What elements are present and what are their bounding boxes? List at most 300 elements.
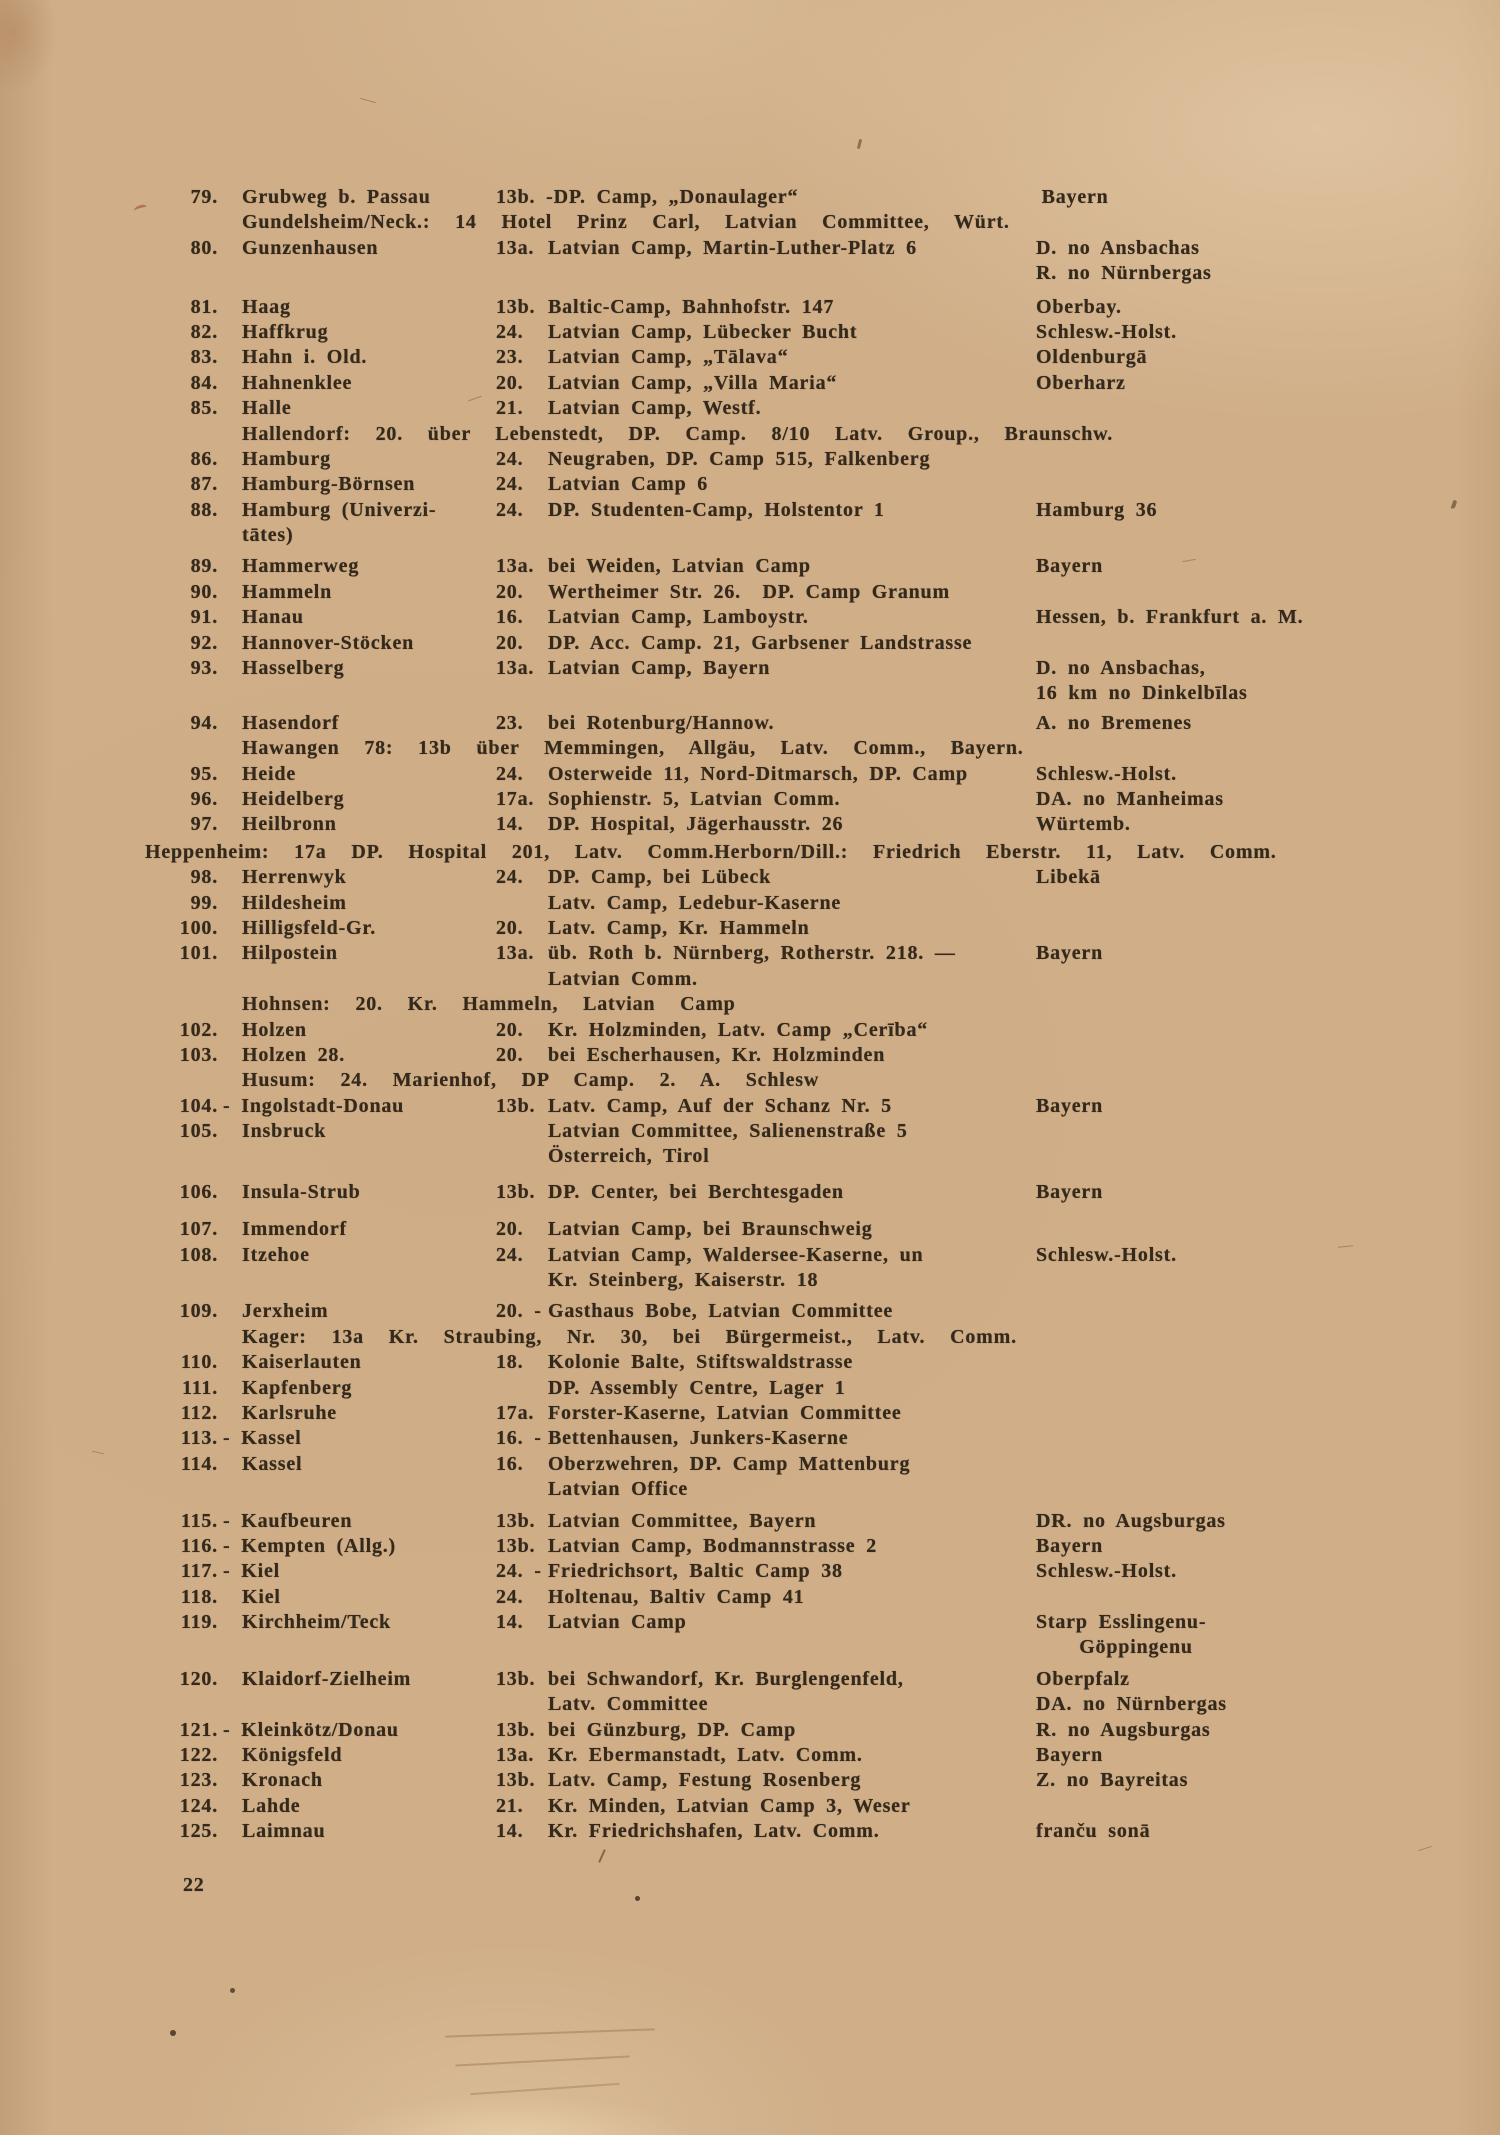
entry-line — [0, 1043, 1500, 1068]
entry-description: DP. Camp, „Donaulager“ — [553, 186, 799, 208]
entry-zone-code: 13b. — [496, 1718, 536, 1741]
entry-number: 94. — [190, 711, 218, 734]
entry-zone-code: 13b. — [496, 1094, 536, 1117]
entry-number: 96. — [190, 787, 218, 810]
entry-region — [1036, 523, 1500, 548]
entry-place: Heidelberg — [242, 787, 345, 810]
entry-description: DP. Acc. Camp. 21, Garbsener Landstrasse — [548, 631, 973, 654]
entry-line — [0, 1718, 1500, 1743]
entry-line — [0, 967, 1500, 992]
entry-place — [218, 967, 490, 992]
entry-description: DP. Camp, bei Lübeck — [548, 866, 772, 889]
entry-region: Starp Esslingenu- — [1036, 1611, 1207, 1634]
entry-number: 100. — [179, 916, 218, 939]
entry-region: Z. no Bayreitas — [1036, 1769, 1189, 1792]
entry-zone-code: 18. — [496, 1351, 524, 1374]
entry-zone-code: 13b. — [496, 1667, 536, 1690]
entry-zone-code: 13a. — [496, 1744, 535, 1767]
entry-zone-code: 16. — [496, 606, 524, 629]
entry-zone-code: 24. — [496, 473, 524, 496]
entry-zone-code: 13a. — [496, 236, 535, 259]
entry-place: Kassel — [242, 1452, 303, 1475]
entry-place: Holzen — [242, 1018, 307, 1041]
entry-zone-code: 20. — [496, 371, 524, 394]
entry-description — [548, 523, 1036, 548]
entry-description: Latv. Committee — [548, 1693, 709, 1716]
entry-zone-code: 20. — [496, 1043, 524, 1066]
entry-place: Hamburg (Univerzi- — [242, 498, 437, 521]
entry-number: 101. — [179, 942, 218, 965]
entry-line — [0, 447, 1500, 472]
entry-place — [218, 1635, 490, 1660]
entry-zone-code: 24. — [496, 762, 524, 785]
entry-zone-code: 23. — [496, 711, 524, 734]
entry-number: 92. — [190, 631, 218, 654]
entry-zone-code — [490, 967, 548, 992]
entry-place — [218, 1268, 490, 1293]
entry-region: Bayern — [1036, 1534, 1104, 1557]
entry-line — [0, 1243, 1500, 1268]
entry-place: Insula-Strub — [242, 1180, 361, 1203]
entry-line — [0, 711, 1500, 736]
entry-region — [1036, 1401, 1500, 1426]
entry-number: 91. — [190, 606, 218, 629]
entry-description: Kolonie Balte, Stiftswaldstrasse — [548, 1351, 854, 1374]
entry-number — [0, 261, 218, 286]
entry-line — [0, 1610, 1500, 1635]
entry-number: 97. — [190, 813, 218, 836]
entry-line — [0, 1094, 1500, 1119]
entry-description: Neugraben, DP. Camp 515, Falkenberg — [548, 447, 931, 470]
entry-zone-code: 13b. — [496, 295, 536, 318]
ink-speck — [170, 2030, 176, 2036]
entry-region — [1036, 1585, 1500, 1610]
entry-number: 98. — [190, 866, 218, 889]
entry-description — [548, 261, 1036, 286]
entry-region: Bayern — [1036, 1744, 1104, 1767]
entry-zone-code: 14. — [496, 813, 524, 836]
entry-description: bei Günzburg, DP. Camp — [548, 1718, 797, 1741]
entry-place: Insbruck — [242, 1120, 327, 1143]
entry-line — [0, 185, 1500, 210]
entry-zone-code: 17a. — [496, 1401, 535, 1424]
entry-place: Holzen 28. — [242, 1043, 345, 1066]
entry-line — [0, 891, 1500, 916]
entry-description — [548, 681, 1036, 706]
entry-region: Oberpfalz — [1036, 1667, 1130, 1690]
entry-region — [1036, 1119, 1500, 1144]
entry-description: Holtenau, Baltiv Camp 41 — [548, 1585, 805, 1608]
entry-description: Latvian Camp, bei Braunschweig — [548, 1218, 873, 1241]
entry-region: DA. no Manheimas — [1036, 787, 1224, 810]
entry-description: Latvian Comm. — [548, 967, 698, 990]
entry-number — [0, 967, 218, 992]
entry-number: 112. — [180, 1401, 218, 1424]
entry-zone-code — [490, 1268, 548, 1293]
entry-number: 114. — [180, 1452, 218, 1475]
entry-place: Kronach — [242, 1769, 323, 1792]
entry-region — [1036, 631, 1500, 656]
entry-zone-code: 20. - — [496, 1300, 542, 1323]
entry-place: - Kempten (Allg.) — [223, 1534, 397, 1557]
entry-description: Friedrichsort, Baltic Camp 38 — [548, 1560, 843, 1583]
entry-zone-code: 24. — [496, 1243, 524, 1266]
entry-number: 84. — [190, 371, 218, 394]
entry-number: 124. — [179, 1794, 218, 1817]
entry-region: Bayern — [1036, 1094, 1104, 1117]
entry-region: DA. no Nürnbergas — [1036, 1693, 1227, 1716]
entry-number: 88. — [190, 498, 218, 521]
entry-zone-code — [490, 1477, 548, 1502]
entry-number: 79. — [190, 186, 218, 208]
entry-line — [0, 631, 1500, 656]
entry-line — [0, 1268, 1500, 1293]
entry-zone-code: 24. — [496, 447, 524, 470]
entry-description: Latvian Camp, Martin-Luther-Platz 6 — [548, 236, 917, 259]
entry-number: 83. — [190, 346, 218, 369]
entry-number: 105. — [179, 1120, 218, 1143]
entry-line — [0, 554, 1500, 579]
entry-line — [0, 1299, 1500, 1324]
entry-region — [1036, 1376, 1500, 1401]
entry-place: Hildesheim — [242, 891, 347, 914]
entry-region: Schlesw.-Holst. — [1036, 1560, 1177, 1583]
entry-number: 87. — [190, 473, 218, 496]
entry-region: Schlesw.-Holst. — [1036, 762, 1177, 785]
entry-number: 89. — [190, 555, 218, 578]
entry-line — [0, 1667, 1500, 1692]
entry-zone-code: 16. — [496, 1452, 524, 1475]
entry-description: Kr. Holzminden, Latv. Camp „Cerība“ — [548, 1018, 929, 1041]
entry-zone-code: 14. — [496, 1820, 524, 1843]
entry-line — [0, 762, 1500, 787]
continuation-line: Husum: 24. Marienhof, DP Camp. 2. A. Schlesw — [242, 1069, 820, 1092]
entry-region — [1036, 396, 1500, 421]
entry-place: - Kleinkötz/Donau — [223, 1718, 399, 1741]
entry-description: Kr. Friedrichshafen, Latv. Comm. — [548, 1820, 880, 1843]
ink-speck — [598, 1849, 606, 1863]
entry-line — [0, 812, 1500, 837]
entry-number: 93. — [190, 657, 218, 680]
entry-number: 123. — [179, 1769, 218, 1792]
entry-place: Jerxheim — [242, 1300, 329, 1323]
entry-place — [218, 1692, 490, 1717]
entry-line — [0, 787, 1500, 812]
entry-zone-code: 21. — [496, 397, 524, 420]
paper-scratch — [455, 2055, 630, 2066]
entry-line — [0, 371, 1500, 396]
entry-region — [1036, 1477, 1500, 1502]
entry-zone-code — [490, 1635, 548, 1660]
entry-description: Latv. Camp, Auf der Schanz Nr. 5 — [548, 1094, 892, 1117]
entry-place — [218, 261, 490, 286]
entry-zone-code — [490, 1692, 548, 1717]
entry-description: Österreich, Tirol — [548, 1145, 710, 1168]
entry-description: Kr. Minden, Latvian Camp 3, Weser — [548, 1794, 911, 1817]
entry-zone-code: 20. — [496, 631, 524, 654]
entry-description: Latvian Camp, Bodmannstrasse 2 — [548, 1534, 878, 1557]
entry-zone-code: 23. — [496, 346, 524, 369]
entry-zone-code: 14. — [496, 1611, 524, 1634]
entry-number — [0, 1268, 218, 1293]
entry-description — [548, 1635, 1036, 1660]
entry-place: Haag — [242, 295, 291, 318]
entry-place: Gunzenhausen — [242, 236, 379, 259]
entry-place: Kapfenberg — [242, 1376, 353, 1399]
continuation-line: Hawangen 78: 13b über Memmingen, Allgäu, Latv. Comm., Bayern. — [242, 737, 1024, 760]
entry-region — [1036, 472, 1500, 497]
entry-region — [1036, 916, 1500, 941]
entry-region — [1036, 1426, 1500, 1451]
entry-line — [0, 1119, 1500, 1144]
entry-region: D. no Ansbachas — [1036, 236, 1200, 259]
entry-region: Schlesw.-Holst. — [1036, 1243, 1177, 1266]
entry-number: 116. — [180, 1534, 218, 1557]
entry-number: 104. — [179, 1094, 218, 1117]
entry-region — [1036, 1794, 1500, 1819]
entry-place — [218, 681, 490, 706]
entry-region — [1036, 891, 1500, 916]
entry-line — [0, 345, 1500, 370]
entry-line — [0, 1144, 1500, 1169]
entry-place: Hannover-Stöcken — [242, 631, 415, 654]
entry-number — [0, 523, 218, 548]
entry-region — [1036, 1018, 1500, 1043]
entry-number: 99. — [190, 891, 218, 914]
entry-line — [0, 656, 1500, 681]
entry-line — [0, 1534, 1500, 1559]
entry-description: Latv. Camp, Kr. Hammeln — [548, 916, 810, 939]
entry-region — [1036, 580, 1500, 605]
entry-place: Kirchheim/Teck — [242, 1611, 391, 1634]
entry-place: Klaidorf-Zielheim — [242, 1667, 412, 1690]
entry-zone-code: 21. — [496, 1794, 524, 1817]
entry-region: Oberbay. — [1036, 295, 1122, 318]
entry-place: Königsfeld — [242, 1744, 343, 1767]
entry-description: Kr. Steinberg, Kaiserstr. 18 — [548, 1269, 819, 1292]
entry-zone-code: 24. — [496, 498, 524, 521]
paper-scratch — [470, 2083, 620, 2095]
entry-zone-code — [490, 1376, 548, 1401]
entry-description: Latvian Camp, Westf. — [548, 397, 762, 420]
entry-region: Bayern — [1036, 1180, 1104, 1203]
scan-light-patch — [325, 2080, 705, 2135]
entry-description: bei Rotenburg/Hannow. — [548, 711, 775, 734]
entry-region: A. no Bremenes — [1036, 711, 1192, 734]
entry-region — [1036, 1144, 1500, 1169]
entry-place: - Kassel — [223, 1427, 302, 1450]
entry-number: 121. — [179, 1718, 218, 1741]
continuation-line: Hallendorf: 20. über Lebenstedt, DP. Camp. 8/10 Latv. Group., Braunschw. — [242, 422, 1114, 445]
entry-line — [0, 1217, 1500, 1242]
entry-place: Hammerweg — [242, 555, 360, 578]
entry-region — [1036, 1043, 1500, 1068]
entry-description: Latvian Camp — [548, 1611, 687, 1634]
entry-zone-code — [490, 891, 548, 916]
entry-number: 95. — [190, 762, 218, 785]
entry-number: 119. — [180, 1611, 218, 1634]
entry-description: Baltic-Camp, Bahnhofstr. 147 — [548, 295, 835, 318]
entry-region: 16 km no Dinkelbīlas — [1036, 682, 1248, 705]
entry-zone-code: 13b. — [496, 1534, 536, 1557]
entry-zone-code: 24. — [496, 1585, 524, 1608]
entry-number — [0, 1144, 218, 1169]
entry-region — [1036, 1268, 1500, 1293]
entry-line — [0, 1477, 1500, 1502]
entry-description: Sophienstr. 5, Latvian Comm. — [548, 787, 841, 810]
entry-region: Bayern — [1041, 186, 1109, 208]
entry-number: 103. — [179, 1043, 218, 1066]
entry-zone-code — [490, 1144, 548, 1169]
entry-place: Laimnau — [242, 1820, 326, 1843]
entry-line — [0, 498, 1500, 523]
entry-place: Halle — [242, 397, 292, 420]
entry-number: 107. — [179, 1218, 218, 1241]
entry-description: Latvian Camp, „Villa Maria“ — [548, 371, 838, 394]
entry-zone-code — [490, 261, 548, 286]
entry-line — [0, 1635, 1500, 1660]
entry-description: Osterweide 11, Nord-Ditmarsch, DP. Camp — [548, 762, 968, 785]
ink-speck — [230, 1988, 235, 1993]
entry-number — [0, 1692, 218, 1717]
entry-place: tātes) — [242, 524, 294, 547]
entry-zone-code: 13b. - — [496, 186, 554, 208]
entry-number: 115. — [180, 1509, 218, 1532]
entry-zone-code: 13a. — [496, 555, 535, 578]
entry-region: R. no Augsburgas — [1036, 1718, 1211, 1741]
entry-description: bei Schwandorf, Kr. Burglengenfeld, — [548, 1667, 904, 1690]
entry-region: Schlesw.-Holst. — [1036, 320, 1177, 343]
entry-line — [0, 1509, 1500, 1534]
entry-number: 111. — [182, 1376, 218, 1399]
entry-zone-code: 24. - — [496, 1560, 542, 1583]
entry-zone-code: 16. - — [496, 1427, 542, 1450]
entry-place: Kiel — [242, 1585, 281, 1608]
entry-place: Herrenwyk — [242, 866, 347, 889]
entry-place — [218, 1477, 490, 1502]
entry-number — [0, 1477, 218, 1502]
entry-description: Latvian Office — [548, 1478, 689, 1501]
entry-region — [1036, 1452, 1500, 1477]
entry-line — [0, 1376, 1500, 1401]
entry-zone-code: 13b. — [496, 1769, 536, 1792]
entry-line — [0, 1350, 1500, 1375]
entry-description: Latvian Camp 6 — [548, 473, 709, 496]
entry-line — [0, 396, 1500, 421]
entry-description: bei Escherhausen, Kr. Holzminden — [548, 1043, 886, 1066]
entry-place: Kaiserlauten — [242, 1351, 362, 1374]
entry-place: Hasselberg — [242, 657, 345, 680]
entry-place: Lahde — [242, 1794, 301, 1817]
entry-number: 106. — [179, 1180, 218, 1203]
entry-place: Immendorf — [242, 1218, 347, 1241]
entry-line — [0, 1743, 1500, 1768]
entry-description: DP. Assembly Centre, Lager 1 — [548, 1376, 846, 1399]
entry-description: bei Weiden, Latvian Camp — [548, 555, 811, 578]
entry-place: Itzehoe — [242, 1243, 310, 1266]
entry-line — [0, 236, 1500, 261]
entry-region — [1036, 1217, 1500, 1242]
continuation-line: Heppenheim: 17a DP. Hospital 201, Latv. Comm.Herborn/Dill.: Friedrich Eberstr. 11, Latv. Comm. — [145, 840, 1277, 863]
entry-zone-code: 17a. — [496, 787, 535, 810]
entry-place: Hanau — [242, 606, 304, 629]
entry-zone-code: 24. — [496, 866, 524, 889]
entry-region: R. no Nürnbergas — [1036, 262, 1212, 285]
entry-zone-code: 24. — [496, 320, 524, 343]
entry-description: DP. Studenten-Camp, Holstentor 1 — [548, 498, 885, 521]
entry-region: Libekā — [1036, 866, 1101, 889]
entry-region — [1036, 1350, 1500, 1375]
camp-directory-list — [0, 185, 1500, 1845]
entry-region: Oberharz — [1036, 371, 1126, 394]
entry-place: Heilbronn — [242, 813, 337, 836]
entry-place: - Kaufbeuren — [223, 1509, 353, 1532]
entry-number: 109. — [179, 1300, 218, 1323]
entry-region — [1036, 967, 1500, 992]
entry-number: 118. — [180, 1585, 218, 1608]
entry-region: Bayern — [1036, 942, 1104, 965]
entry-description: Oberzwehren, DP. Camp Mattenburg — [548, 1452, 911, 1475]
entry-region: DR. no Augsburgas — [1036, 1509, 1226, 1532]
entry-region: Hessen, b. Frankfurt a. M. — [1036, 606, 1304, 629]
entry-description: Latv. Camp, Festung Rosenberg — [548, 1769, 862, 1792]
entry-line — [0, 1585, 1500, 1610]
entry-place: Hamburg — [242, 447, 331, 470]
entry-zone-code: 13b. — [496, 1509, 536, 1532]
entry-place: Hahnenklee — [242, 371, 353, 394]
entry-place: Haffkrug — [242, 320, 329, 343]
entry-line — [0, 865, 1500, 890]
entry-number: 122. — [179, 1744, 218, 1767]
entry-number: 117. — [180, 1560, 218, 1583]
entry-place — [218, 1144, 490, 1169]
entry-line — [0, 1426, 1500, 1451]
entry-line — [0, 261, 1500, 286]
entry-number: 125. — [179, 1820, 218, 1843]
entry-region — [1036, 1299, 1500, 1324]
entry-zone-code — [490, 523, 548, 548]
paper-fiber — [1418, 1846, 1432, 1851]
entry-region: Bayern — [1036, 555, 1104, 578]
entry-place: Grubweg b. Passau — [242, 186, 431, 208]
entry-line — [0, 523, 1500, 548]
entry-line — [0, 1018, 1500, 1043]
entry-number: 113. — [180, 1427, 218, 1450]
entry-zone-code — [490, 1119, 548, 1144]
entry-description: Latvian Camp, Lamboystr. — [548, 606, 809, 629]
entry-region: Hamburg 36 — [1036, 498, 1158, 521]
entry-line — [0, 1794, 1500, 1819]
entry-description: DP. Hospital, Jägerhausstr. 26 — [548, 813, 844, 836]
entry-region: Oldenburgā — [1036, 346, 1148, 369]
continuation-line: Hohnsen: 20. Kr. Hammeln, Latvian Camp — [242, 993, 736, 1016]
paper-scratch — [445, 2028, 655, 2037]
entry-zone-code — [490, 681, 548, 706]
entry-region: Göppingenu — [1036, 1636, 1193, 1659]
entry-place: - Ingolstadt-Donau — [223, 1094, 405, 1117]
entry-place: Hilpostein — [242, 942, 338, 965]
entry-description: Latvian Committee, Bayern — [548, 1509, 817, 1532]
entry-description: Latvian Camp, Lübecker Bucht — [548, 320, 858, 343]
paper-fiber — [360, 98, 376, 103]
entry-description: Latvian Camp, „Tālava“ — [548, 346, 789, 369]
entry-description: DP. Center, bei Berchtesgaden — [548, 1180, 844, 1203]
entry-line — [0, 1768, 1500, 1793]
entry-number: 120. — [179, 1667, 218, 1690]
continuation-line: Kager: 13a Kr. Straubing, Nr. 30, bei Bürgermeist., Latv. Comm. — [242, 1325, 1017, 1348]
entry-description: Bettenhausen, Junkers-Kaserne — [548, 1427, 849, 1450]
entry-description: Latv. Camp, Ledebur-Kaserne — [548, 891, 842, 914]
